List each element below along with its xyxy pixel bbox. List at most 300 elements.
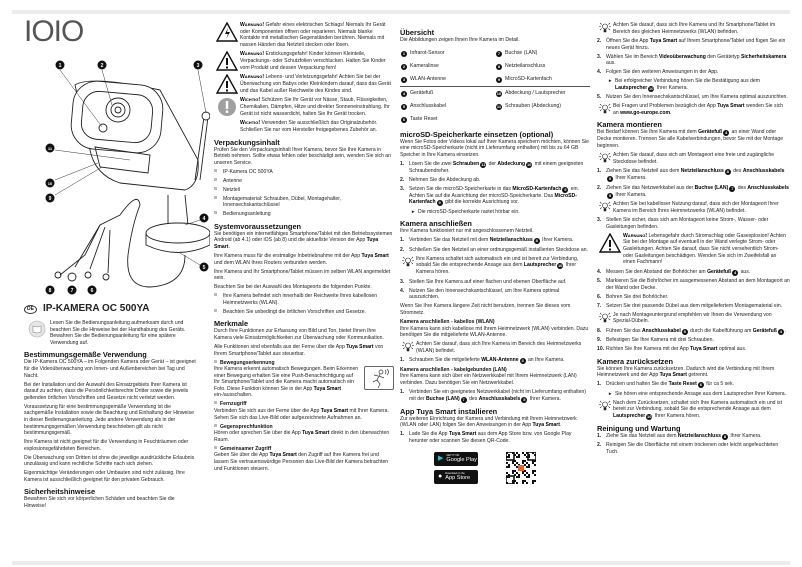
bold-term: www.go-europe.com xyxy=(620,109,670,116)
callout-number: 9 xyxy=(438,200,441,206)
text-segment: Lebens- und Verletzungsgefahr! Achten Sie bei der Überwachung von Babys oder Kleinkindern darauf, dass das Gerät und das Kabel außer Reichweite des Kindes sind. xyxy=(240,74,391,94)
step-number: 4. xyxy=(400,287,405,294)
feature-item xyxy=(214,424,394,444)
text-segment: Die microSD-Speicherkarte rastet hörbar ein. xyxy=(418,208,520,215)
warning-icon xyxy=(597,233,623,266)
step-text xyxy=(606,381,734,388)
note-text xyxy=(613,103,790,116)
text-segment: des xyxy=(731,168,743,175)
text-segment: mit Ihrer Kamera. Sehen Sie sich das Live-Bild oder aufgezeichnete Aufnahmen an. xyxy=(214,408,389,421)
overview-item xyxy=(400,47,495,60)
overview-item xyxy=(495,100,590,113)
text-segment: Voraussetzung für eine bestimmungsgemäße Verwendung ist die sachgemäße Installation sowie die Beachtung und Einhaltung der Hinweise in dieser Bedienungsanleitung. Jede andere Verwendung als in der bestimmungsgemäßen Verwendung beschrieben gilt als nicht bestimmungsgemäß. xyxy=(24,403,194,437)
result-text xyxy=(418,209,520,216)
column-3 xyxy=(400,24,590,488)
lightbulb-icon xyxy=(400,256,416,276)
bold-term: Sicherheitskamera xyxy=(740,53,787,60)
paragraph xyxy=(214,344,394,357)
signal-word: Warnung! xyxy=(240,51,265,58)
text-segment: Hören oder sprechen Sie über die App xyxy=(214,430,303,437)
paragraph xyxy=(214,284,394,291)
bullet-icon xyxy=(214,424,217,430)
text-segment: Führen Sie das xyxy=(606,327,642,334)
bullet-icon xyxy=(214,169,223,176)
callout-number: 8 xyxy=(535,238,538,244)
text-segment: Je nach Montageuntergrund empfehlen wir Ihnen die Verwendung von Spezial-Dübeln. xyxy=(613,311,772,325)
text-segment: Stellen Sie sicher, dass sich am Montageort keine Strom-, Wasser- oder Gasleitungen befinden. xyxy=(606,217,769,230)
product-title xyxy=(24,305,196,314)
callout-7: 7 xyxy=(70,288,74,294)
callout-number: 5 xyxy=(608,176,612,182)
lightbulb-icon xyxy=(597,103,613,116)
overview-item xyxy=(400,100,495,113)
tip-note xyxy=(400,256,590,276)
paragraph xyxy=(400,139,590,159)
feature-title-text: Gemeinsamer Zugriff xyxy=(220,445,272,452)
note-text xyxy=(613,152,790,165)
bold-term: Tuya Smart xyxy=(361,253,389,260)
step-item xyxy=(597,38,790,51)
text-segment: Ziehe Sie das Netzteil aus dem xyxy=(606,433,678,439)
overview-label: Infrarot-Sensor xyxy=(410,49,445,56)
callout-number: 6 xyxy=(699,382,702,388)
text-segment: Beachten Sie bei der Auswahl des Montageorts die folgenden Punkte. xyxy=(214,284,372,291)
tip-note xyxy=(24,320,196,346)
arrow-right-icon: ► xyxy=(411,208,416,214)
text-segment: Lösen Sie die zwei xyxy=(409,160,453,167)
callout-number: 7 xyxy=(497,50,501,56)
qr-code[interactable] xyxy=(506,452,536,488)
callout-number: 5 xyxy=(608,192,612,198)
text-segment: Ihrer Kamera. xyxy=(655,84,688,91)
paragraph xyxy=(214,269,394,282)
paragraph xyxy=(24,382,196,402)
step-number: 3. xyxy=(400,185,405,192)
text-segment: Richten Sie Ihre Kamera mit der App xyxy=(606,346,691,353)
text-segment: gibt die korrekte Ausrichtung vor. xyxy=(443,199,519,206)
text-segment: Achten Sie darauf, dass sich Ihre Kamera und Ihr Smartphone/Tablet im Bereich des gleichen Heimnetzwerks (WLAN) befinden. xyxy=(613,22,776,35)
section-heading xyxy=(400,319,590,326)
text-segment: für ca 5 sek. xyxy=(704,381,734,388)
list-item-text xyxy=(223,196,394,209)
text-segment: der xyxy=(487,160,498,167)
signal-word: Warnung! xyxy=(240,74,265,81)
section-heading xyxy=(214,319,394,328)
step-text xyxy=(606,269,750,276)
step-text xyxy=(606,346,746,353)
bold-term: Tuya Smart xyxy=(448,431,477,438)
bold-term: Tuya Smart xyxy=(320,408,349,415)
note-text xyxy=(613,312,790,325)
callout-number: 8 xyxy=(723,434,727,439)
text-segment: Ihrer Kamera. xyxy=(528,395,561,402)
step-item xyxy=(597,346,790,353)
text-segment: wenden Sie sich an xyxy=(613,103,784,116)
text-segment: aus. xyxy=(606,60,616,67)
text-segment: Ihre Kamera befindet sich innerhalb der Reichweite Ihres kabellosen Heimnetzwerks (WLAN). xyxy=(223,293,378,306)
text-segment: Kamera anschließen xyxy=(400,219,472,229)
overview-item xyxy=(400,73,495,86)
bold-term: MicroSD-Kartenfach xyxy=(512,185,562,192)
callout-number: 5 xyxy=(683,328,686,334)
note-text xyxy=(240,74,394,94)
bold-term: Tuya Smart xyxy=(313,385,342,392)
text-segment: aus. xyxy=(739,268,751,275)
bullet-icon xyxy=(214,446,217,452)
overview-label: MicroSD-Kartenfach xyxy=(505,75,552,82)
step-item xyxy=(400,279,590,286)
callout-9: 9 xyxy=(48,196,52,202)
badge-small-text: Download on the xyxy=(445,472,465,476)
paragraph xyxy=(24,470,196,483)
paragraph xyxy=(400,373,590,386)
callout-number: 9 xyxy=(564,186,567,192)
text-segment: Kamera montieren xyxy=(597,120,662,130)
bold-term: Tuya Smart xyxy=(649,38,678,45)
text-segment: Geben Sie über die App xyxy=(214,452,270,459)
paragraph xyxy=(400,326,590,339)
text-segment: Schützen Sie Ihr Gerät vor Nässe, Staub, Flüssigkeiten, Chemikalien, Dämpfen, Hitze und direkter Sonneneinstrahlung. Ihr Gerät ist nicht wasserdicht, halten Sie Ihr Gerät trocken. xyxy=(240,97,390,117)
text-segment: Bohren Sie drei Bohrlöcher. xyxy=(606,293,669,300)
callout-number: 5 xyxy=(402,103,406,109)
warning-note xyxy=(214,97,394,117)
paragraph xyxy=(214,328,394,341)
callout-number: 7 xyxy=(462,396,465,402)
text-segment: Ihre Kamera kann sich über ein Netzwerkkabel mit Ihrem Heimnetzwerk (LAN) verbinden. Dazu benötigen Sie ein Netzwerkkabel. xyxy=(400,373,577,386)
text-segment: Drücken und halten Sie die xyxy=(606,381,669,388)
text-segment: Ihre Kamera kann sich kabellose mit Ihrem Heimnetzwerk (WLAN) verbinden. Dazu benötigen Sie die mitgelieferte WLAN-Antenne. xyxy=(400,325,589,339)
warning-note xyxy=(597,233,790,266)
bold-term: Buchse (LAN) xyxy=(694,184,729,191)
text-segment: Sicherheitshinweise xyxy=(24,487,96,497)
lightbulb-icon xyxy=(597,400,613,420)
text-segment: Nutzen Sie den Innensechskantschlüssel, um Ihre Kamera optimal auszurichten. xyxy=(409,287,560,301)
bold-term: Lautsprecher xyxy=(613,413,646,419)
section-heading xyxy=(400,367,590,374)
paragraph xyxy=(400,416,590,429)
paragraph xyxy=(400,303,590,316)
bullet-icon xyxy=(214,293,223,306)
callout-number: 6 xyxy=(402,116,406,122)
bold-term: Tuya Smart xyxy=(690,346,718,353)
result-text xyxy=(615,78,790,92)
text-segment: Ihre Kamera ist nicht geeignet für die Verwendung in Feuchträumen oder explosionsgefährdeten Bereichen. xyxy=(24,439,189,452)
callout-5: 5 xyxy=(202,265,206,271)
tip-note xyxy=(597,22,790,35)
list-item xyxy=(214,293,394,306)
text-segment: Ihrer Kamera. xyxy=(614,191,647,198)
text-segment: Setzen Sie die microSD-Speicherkarte in das xyxy=(409,185,513,192)
callout-number: 8 xyxy=(726,169,729,175)
step-text xyxy=(409,357,565,364)
text-segment: Antenne xyxy=(223,177,242,184)
electric-warning-icon xyxy=(214,22,240,48)
motion-detection-icon xyxy=(364,366,394,390)
step-item xyxy=(597,185,790,199)
step-text xyxy=(409,431,590,444)
step-number: 3. xyxy=(400,278,405,285)
text-segment: durch die Kabelführung am xyxy=(688,327,753,334)
step-text xyxy=(409,161,590,175)
text-segment: Ihrer Kamera. xyxy=(540,237,574,244)
step-number: 5. xyxy=(597,94,602,101)
text-segment: Achten Sie darauf, dass sich Ihre Kamera im Bereich des Heimnetzwerks (WLAN) befindet. xyxy=(416,341,582,354)
overview-table xyxy=(400,47,590,126)
lightbulb-icon xyxy=(597,152,613,165)
section-heading xyxy=(400,219,590,228)
text-segment: Zur weiteren Einrichtung der Kamera und Verbindung mit Ihrem Heimnetzwerk (WLAN oder LAN) folgen Sie den Anweisungen in der App xyxy=(400,415,577,429)
bold-term: Tuya Smart xyxy=(717,103,745,110)
text-segment: Befestigen Sie Ihre Kamera mit drei Schrauben. xyxy=(606,337,714,344)
arrow-right-icon: ► xyxy=(608,390,613,396)
callout-number: 3 xyxy=(521,358,524,364)
step-item xyxy=(597,217,790,230)
bold-term: Schrauben xyxy=(452,160,480,167)
text-segment: Lesen Sie die Bedienungsanleitung aufmerksam durch und beachten Sie die Hinweise bei der Handhabung des Geräts. Bewahren Sie die Bedienungsanleitung für eine spätere Verwendung auf. xyxy=(50,320,186,346)
step-number: 1. xyxy=(597,168,602,175)
section-heading xyxy=(400,407,590,416)
text-segment: Öffnen Sie die App xyxy=(606,38,650,45)
bold-term: Tuya Smart xyxy=(346,343,374,350)
step-item xyxy=(400,389,590,403)
list-item-text xyxy=(223,178,242,185)
bold-term: Buchse (LAN) xyxy=(425,395,460,402)
tip-note xyxy=(597,312,790,325)
text-segment: Stellen Sie Ihre Kamera auf einer flachen und ebenen Oberfläche auf. xyxy=(409,278,567,285)
bold-term: Tuya Smart xyxy=(532,422,560,429)
text-segment: Kamera anschließen - kabellos (WLAN) xyxy=(400,319,495,325)
callout-number: 11 xyxy=(481,161,486,167)
text-segment: Ihre Kamera funktioniert nur mit angeschlossenem Netzteil. xyxy=(400,228,534,235)
step-text xyxy=(606,433,762,440)
feature-title xyxy=(214,446,394,453)
step-text xyxy=(409,237,573,244)
warning-note xyxy=(214,51,394,71)
lightbulb-icon xyxy=(597,312,613,325)
text-segment: Sie benötigen ein internetfähiges Smartphone/Tablet mit den Betriebssystemen Android (ab 4.1) oder iOS (ab 8) und die aktuellste Version der App xyxy=(214,230,393,244)
step-number: 2. xyxy=(400,176,405,183)
overview-item xyxy=(495,60,590,73)
step-text xyxy=(606,217,790,230)
tip-note xyxy=(597,152,790,165)
overview-item xyxy=(495,47,590,60)
badge-label: App Store xyxy=(445,475,471,482)
step-item xyxy=(597,303,790,310)
column-2 xyxy=(214,20,394,475)
callout-number: 7 xyxy=(731,185,734,191)
feature-title-text: Gegensprechfunktion xyxy=(220,423,273,430)
section-heading xyxy=(214,138,394,147)
paragraph xyxy=(214,147,394,167)
paragraph xyxy=(24,455,196,468)
step-number: 9. xyxy=(597,337,602,344)
note-text xyxy=(613,22,790,35)
note-text xyxy=(613,201,790,214)
callout-6: 6 xyxy=(90,288,94,294)
overview-label: WLAN-Antenne xyxy=(410,75,447,82)
text-segment: Bei erfolgreicher Verbindung hören Sie die Bestätigung aus dem xyxy=(615,78,760,85)
text-segment: Achten Sie bei kabelloser Nutzung darauf, dass sich der Montageort Ihrer Kamera im Bereich Ihres Heimnetzwerks (WLAN) befindet. xyxy=(613,201,779,214)
step-item xyxy=(597,54,790,67)
text-segment: Ihrer Kamera. xyxy=(728,433,762,439)
step-text xyxy=(606,185,790,199)
column-1 xyxy=(24,305,196,512)
text-segment: Bedienungsanleitung xyxy=(223,211,271,218)
paragraph xyxy=(24,359,196,379)
page-title: IP-KAMERA OC 500YA xyxy=(42,303,150,315)
text-segment: Verwenden Sie ausschließlich das Originalzubehör. Schließen Sie nur vom Hersteller freigegebenes Zubehör an. xyxy=(240,120,378,133)
step-number: 2. xyxy=(597,184,602,191)
badge-small-text: GET IT ON xyxy=(446,454,460,458)
list-item-text xyxy=(223,187,240,194)
read-manual-icon xyxy=(24,320,50,346)
text-segment: Übersicht xyxy=(400,28,435,37)
callout-8: 8 xyxy=(48,288,52,294)
text-segment: . xyxy=(670,109,672,116)
text-segment: mit einem geeigneten Schraubendreher. xyxy=(409,160,584,174)
step-number: 5. xyxy=(597,278,602,285)
bold-term: Abdeckung xyxy=(497,160,526,167)
text-segment: ein-/ausschalten. xyxy=(214,392,253,399)
feature-title-text: Bewegungserkennung xyxy=(220,359,275,366)
bottom-band xyxy=(12,561,790,565)
overview-item xyxy=(495,87,590,100)
text-segment: Beachten Sie unbedingt die örtlichen Vorschriften und Gesetze. xyxy=(223,308,367,315)
callout-number: 3 xyxy=(402,76,406,82)
overview-label: Schrauben (Abdeckung) xyxy=(505,102,561,109)
signal-word: Wichtig! xyxy=(240,120,261,127)
text-segment: Nehmen Sie die Abdeckung ab. xyxy=(409,176,481,183)
text-segment: Durch Ihre Funktionen zur Erfassung von Bild und Ton, bietet Ihnen Ihre Kamera viele Einsatzmöglichkeiten zur Überwachung oder Kommunikation. xyxy=(214,328,384,341)
note-text xyxy=(623,233,790,266)
bold-term: WLAN-Antenne xyxy=(481,357,519,364)
note-text xyxy=(50,320,196,346)
step-item xyxy=(597,168,790,182)
step-item xyxy=(400,237,590,244)
text-segment: Ihre Kamera und Ihr Smartphone/Tablet müssen im selben WLAN angemeldet sein. xyxy=(214,268,391,282)
text-segment: Nach dem Zurücksetzen, schaltet sich Ihre Kamera automatisch ein und ist bereit zur Verbindung, sobald Sie die entsprechende Ansage aus dem xyxy=(613,399,783,413)
step-number: 6. xyxy=(597,293,602,300)
badge-text xyxy=(446,454,476,464)
text-segment: Verpackungsinhalt xyxy=(214,137,280,147)
list-item xyxy=(214,309,394,316)
overview-label: Buchse (LAN) xyxy=(505,49,538,56)
bold-term: Anschlusskabels xyxy=(478,395,521,402)
callout-4: 4 xyxy=(202,216,206,222)
note-text xyxy=(416,341,590,354)
text-segment: Ihre Kamera erkennt automatisch Bewegungen. Beim Erkennen einer Bewegung erhalten Sie eine Push-Benachrichtigung auf Ihr Smartphone/Tablet und die Kamera macht automatisch ein Foto. Diese Funktion können Sie in der App xyxy=(214,366,359,392)
list-item-text xyxy=(223,309,366,316)
app-store-badge[interactable] xyxy=(434,470,478,484)
callout-number: 1 xyxy=(402,50,406,56)
step-number: 1. xyxy=(597,381,602,388)
callout-11: 11 xyxy=(47,146,53,151)
callout-10: 10 xyxy=(47,181,53,186)
step-text xyxy=(606,442,790,455)
callout-number: 10 xyxy=(496,90,502,96)
overview-label: Taste Reset xyxy=(410,115,438,122)
bold-term: Tuya Smart xyxy=(659,372,687,379)
overview-item xyxy=(495,73,590,86)
text-segment: ein. Achten Sie auf die Ausrichtung der microSD-Speicherkarte. Das xyxy=(409,185,579,199)
text-segment: des xyxy=(736,184,748,191)
feature-title xyxy=(214,424,394,431)
bold-term: Taste Reset xyxy=(668,381,697,388)
callout-number: 11 xyxy=(496,103,502,109)
bullet-icon xyxy=(214,360,217,366)
tip-note xyxy=(400,341,590,354)
note-text xyxy=(240,51,394,71)
step-text xyxy=(409,177,480,184)
text-segment: Bei Fragen und Problemen bezüglich der App xyxy=(613,103,718,110)
text-segment: den Gerätetyp xyxy=(705,53,741,60)
bullet-icon xyxy=(214,309,223,316)
warning-icon xyxy=(214,74,240,94)
feature-item xyxy=(214,401,394,421)
step-text xyxy=(409,247,588,254)
step-item xyxy=(597,269,790,276)
important-icon xyxy=(214,97,240,117)
step-text xyxy=(606,168,790,182)
bold-term: Tuya Smart xyxy=(302,430,330,437)
text-segment: Reinigen Sie die Oberfläche mit einem trockenen oder leicht angefeuchteten Tuch. xyxy=(606,442,779,455)
result-text xyxy=(615,391,786,398)
bold-term: Anschlusskabel xyxy=(641,327,681,334)
text-segment: Verbinden Sie ein geeignetes Netzwerkkabel (nicht im Lieferumfang enthalten) mit der xyxy=(409,388,586,402)
bullet-icon xyxy=(214,178,223,185)
text-segment: Ziehen Sie das Netzteil aus dem xyxy=(606,168,681,175)
step-item xyxy=(400,288,590,301)
text-segment: Netzteil xyxy=(223,186,240,193)
text-segment: Sie hören eine entsprechende Ansage aus dem Lautsprecher Ihrer Kamera. xyxy=(615,390,787,397)
text-segment: Montagematerial: Schrauben, Dübel, Montagehalter, Innensechskantschlüssel xyxy=(223,195,342,209)
text-segment: des xyxy=(467,395,479,402)
bold-term: Netzteilanschluss xyxy=(680,168,724,175)
callout-number: 4 xyxy=(734,269,737,275)
text-segment: Ihre Kamera schaltet sich automatisch ein und ist bereit zur Verbindung, sobald Sie die entsprechende Ansage aus dem xyxy=(416,255,579,269)
text-segment: . xyxy=(784,327,787,334)
store-badges xyxy=(434,452,478,488)
badge-label: Google Play xyxy=(446,457,477,464)
step-number: 2. xyxy=(400,246,405,253)
note-text xyxy=(240,22,394,48)
step-number: 7. xyxy=(597,302,602,309)
google-play-badge[interactable] xyxy=(434,452,478,466)
text-segment: Sie können Ihre Kamera zurücksetzen. Dadurch wird die Verbindung mit Ihrem Heimnetzwerk und der App xyxy=(597,365,775,379)
camera-illustration xyxy=(20,55,210,300)
google-play-icon: ▶ xyxy=(438,454,444,462)
list-item xyxy=(214,178,394,185)
list-item-text xyxy=(223,211,271,218)
step-number: 8. xyxy=(597,327,602,334)
text-segment: Ihrer Kamera hören. xyxy=(653,413,701,419)
paragraph xyxy=(214,120,394,133)
bold-term: Anschlusskabels xyxy=(747,184,789,191)
text-segment: auf Ihrem Smartphone/Tablet und fügen Sie ein neues Gerät hinzu. xyxy=(606,38,786,51)
step-number: 10. xyxy=(597,346,605,353)
step-number: 3. xyxy=(597,217,602,224)
step-number: 1. xyxy=(597,433,602,439)
text-segment: Wenn Sie Fotos oder Videos lokal auf Ihrer Kamera speichern möchten, können Sie eine microSD-Speicherkarte (nicht im Lieferumfang enthalten) mit bis zu 64 GB Speicher in Ihre Kamera einsetzen. xyxy=(400,138,589,158)
step-number: 1. xyxy=(400,357,405,364)
bold-term: Gerätefuß xyxy=(752,327,777,334)
text-segment: Wählen Sie im Bereich xyxy=(606,53,659,60)
feature-item xyxy=(214,446,394,472)
section-heading xyxy=(24,487,196,496)
bold-term: Netzteilanschluss xyxy=(489,237,533,244)
text-segment: Schließen Sie den Netzteil an einer ordnungsgemäß installierten Steckdose an. xyxy=(409,246,588,253)
step-text xyxy=(606,303,782,310)
